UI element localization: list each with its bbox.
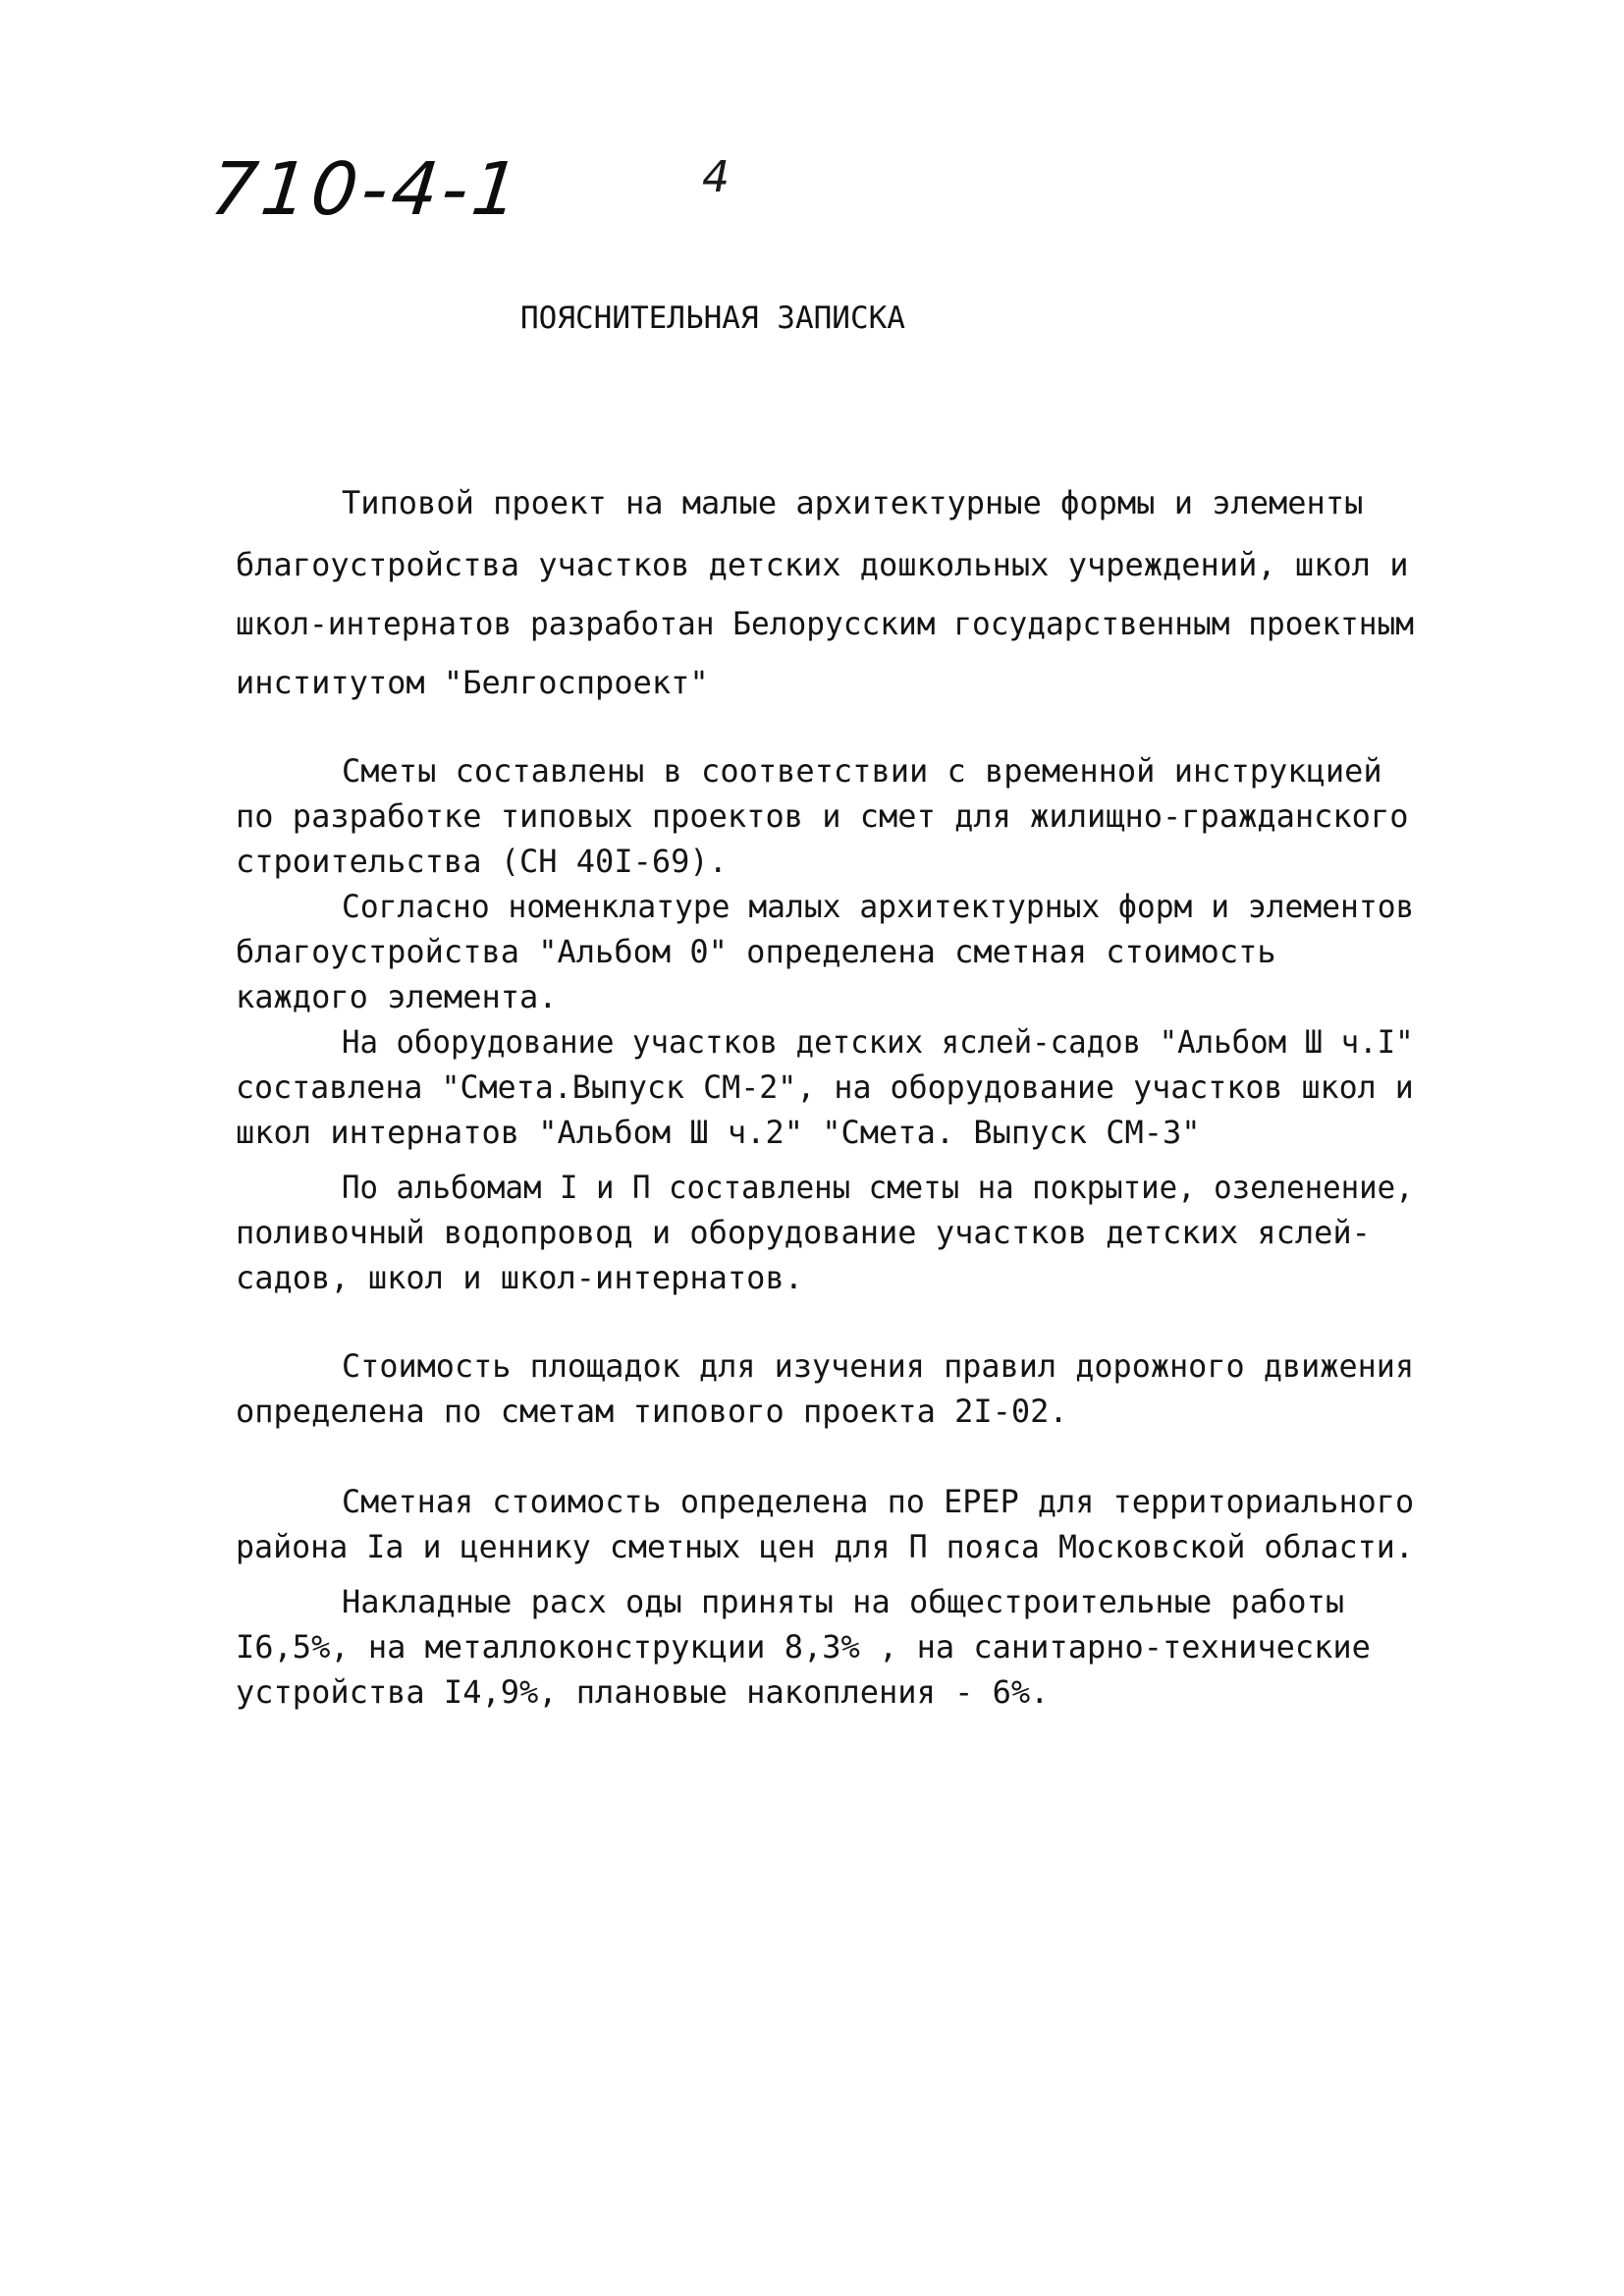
p3-line-3: каждого элемента. (236, 978, 558, 1015)
p5-line-1: По альбомам I и П составлены сметы на покрытие, озеленение, (342, 1169, 1414, 1206)
p4-line-2: составлена "Смета.Выпуск СМ-2", на оборудование участков школ и (236, 1068, 1414, 1106)
p1-line-3: школ-интернатов разработан Белорусским государственным проектным (236, 605, 1414, 642)
document-code: 710-4-1 (206, 147, 527, 232)
p8-line-1: Накладные расх оды приняты на общестроительные работы (342, 1583, 1345, 1620)
document-title: ПОЯСНИТЕЛЬНАЯ ЗАПИСКА (520, 301, 905, 336)
p2-line-1: Сметы составлены в соответствии с временной инструкцией (342, 752, 1382, 790)
p3-line-2: благоустройства "Альбом 0" определена сметная стоимость (236, 933, 1276, 970)
p7-line-2: района Iа и ценнику сметных цен для П пояса Московской области. (236, 1528, 1414, 1565)
page-number: 4 (702, 152, 730, 202)
p1-line-1: Типовой проект на малые архитектурные формы и элементы (342, 484, 1364, 521)
p8-line-3: устройства I4,9%, плановые накопления - 6%. (236, 1673, 1050, 1711)
p2-line-2: по разработке типовых проектов и смет для жилищно-гражданского (236, 797, 1409, 835)
p7-line-1: Сметная стоимость определена по ЕРЕР для территориального (342, 1483, 1415, 1520)
p2-line-3: строительства (СН 40I-69). (236, 843, 728, 880)
p1-line-2: благоустройства участков детских дошкольных учреждений, школ и (236, 546, 1409, 583)
p6-line-1: Стоимость площадок для изучения правил дорожного движения (342, 1347, 1415, 1385)
p3-line-1: Согласно номенклатуре малых архитектурных форм и элементов (342, 888, 1415, 925)
p4-line-1: На оборудование участков детских яслей-садов "Альбом Ш ч.I" (342, 1023, 1414, 1061)
p4-line-3: школ интернатов "Альбом Ш ч.2" "Смета. Выпуск СМ-3" (236, 1114, 1201, 1151)
p1-line-4: институтом "Белгоспроект" (236, 664, 709, 701)
p5-line-2: поливочный водопровод и оборудование участков детских яслей- (236, 1214, 1371, 1251)
p8-line-2: I6,5%, на металлоконструкции 8,3% , на санитарно-технические (236, 1628, 1371, 1666)
p5-line-3: садов, школ и школ-интернатов. (236, 1259, 803, 1296)
p6-line-2: определена по сметам типового проекта 2I-02. (236, 1393, 1068, 1430)
